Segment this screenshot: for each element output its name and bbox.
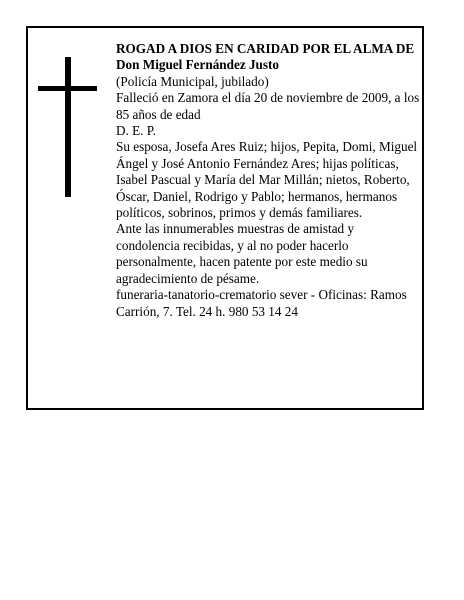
cross-vertical-bar xyxy=(65,57,71,197)
funeral-home: funeraria-tanatorio-crematorio sever - Oficinas: Ramos Carrión, 7. Tel. 24 h. 980 53 14 24 xyxy=(116,287,407,319)
obituary-card xyxy=(26,26,424,410)
deceased-role: (Policía Municipal, jubilado) xyxy=(116,73,269,89)
thanks-text: Ante las innumerables muestras de amistad y condolencia recibidas, y al no poder hacerlo personalmente, hacen patente por este medio su agradecimiento de pésame. xyxy=(116,221,368,286)
deceased-name: Don Miguel Fernández Justo xyxy=(116,57,280,73)
rest-in-peace: D. E. P. xyxy=(116,123,156,139)
death-info: Falleció en Zamora el día 20 de noviembre de 2009, a los 85 años de edad xyxy=(116,90,420,122)
cross-horizontal-bar xyxy=(38,86,97,91)
obituary-text xyxy=(116,41,420,320)
family-list: Su esposa, Josefa Ares Ruiz; hijos, Pepita, Domi, Miguel Ángel y José Antonio Fernández Ares; hijas políticas, Isabel Pascual y María del Mar Millán; nietos, Roberto, Óscar, Daniel, Rodrigo y Pablo; hermanos, hermanos políticos, sobrinos, primos y demás familiares. xyxy=(116,139,418,221)
heading: ROGAD A DIOS EN CARIDAD POR EL ALMA DE xyxy=(116,41,415,56)
